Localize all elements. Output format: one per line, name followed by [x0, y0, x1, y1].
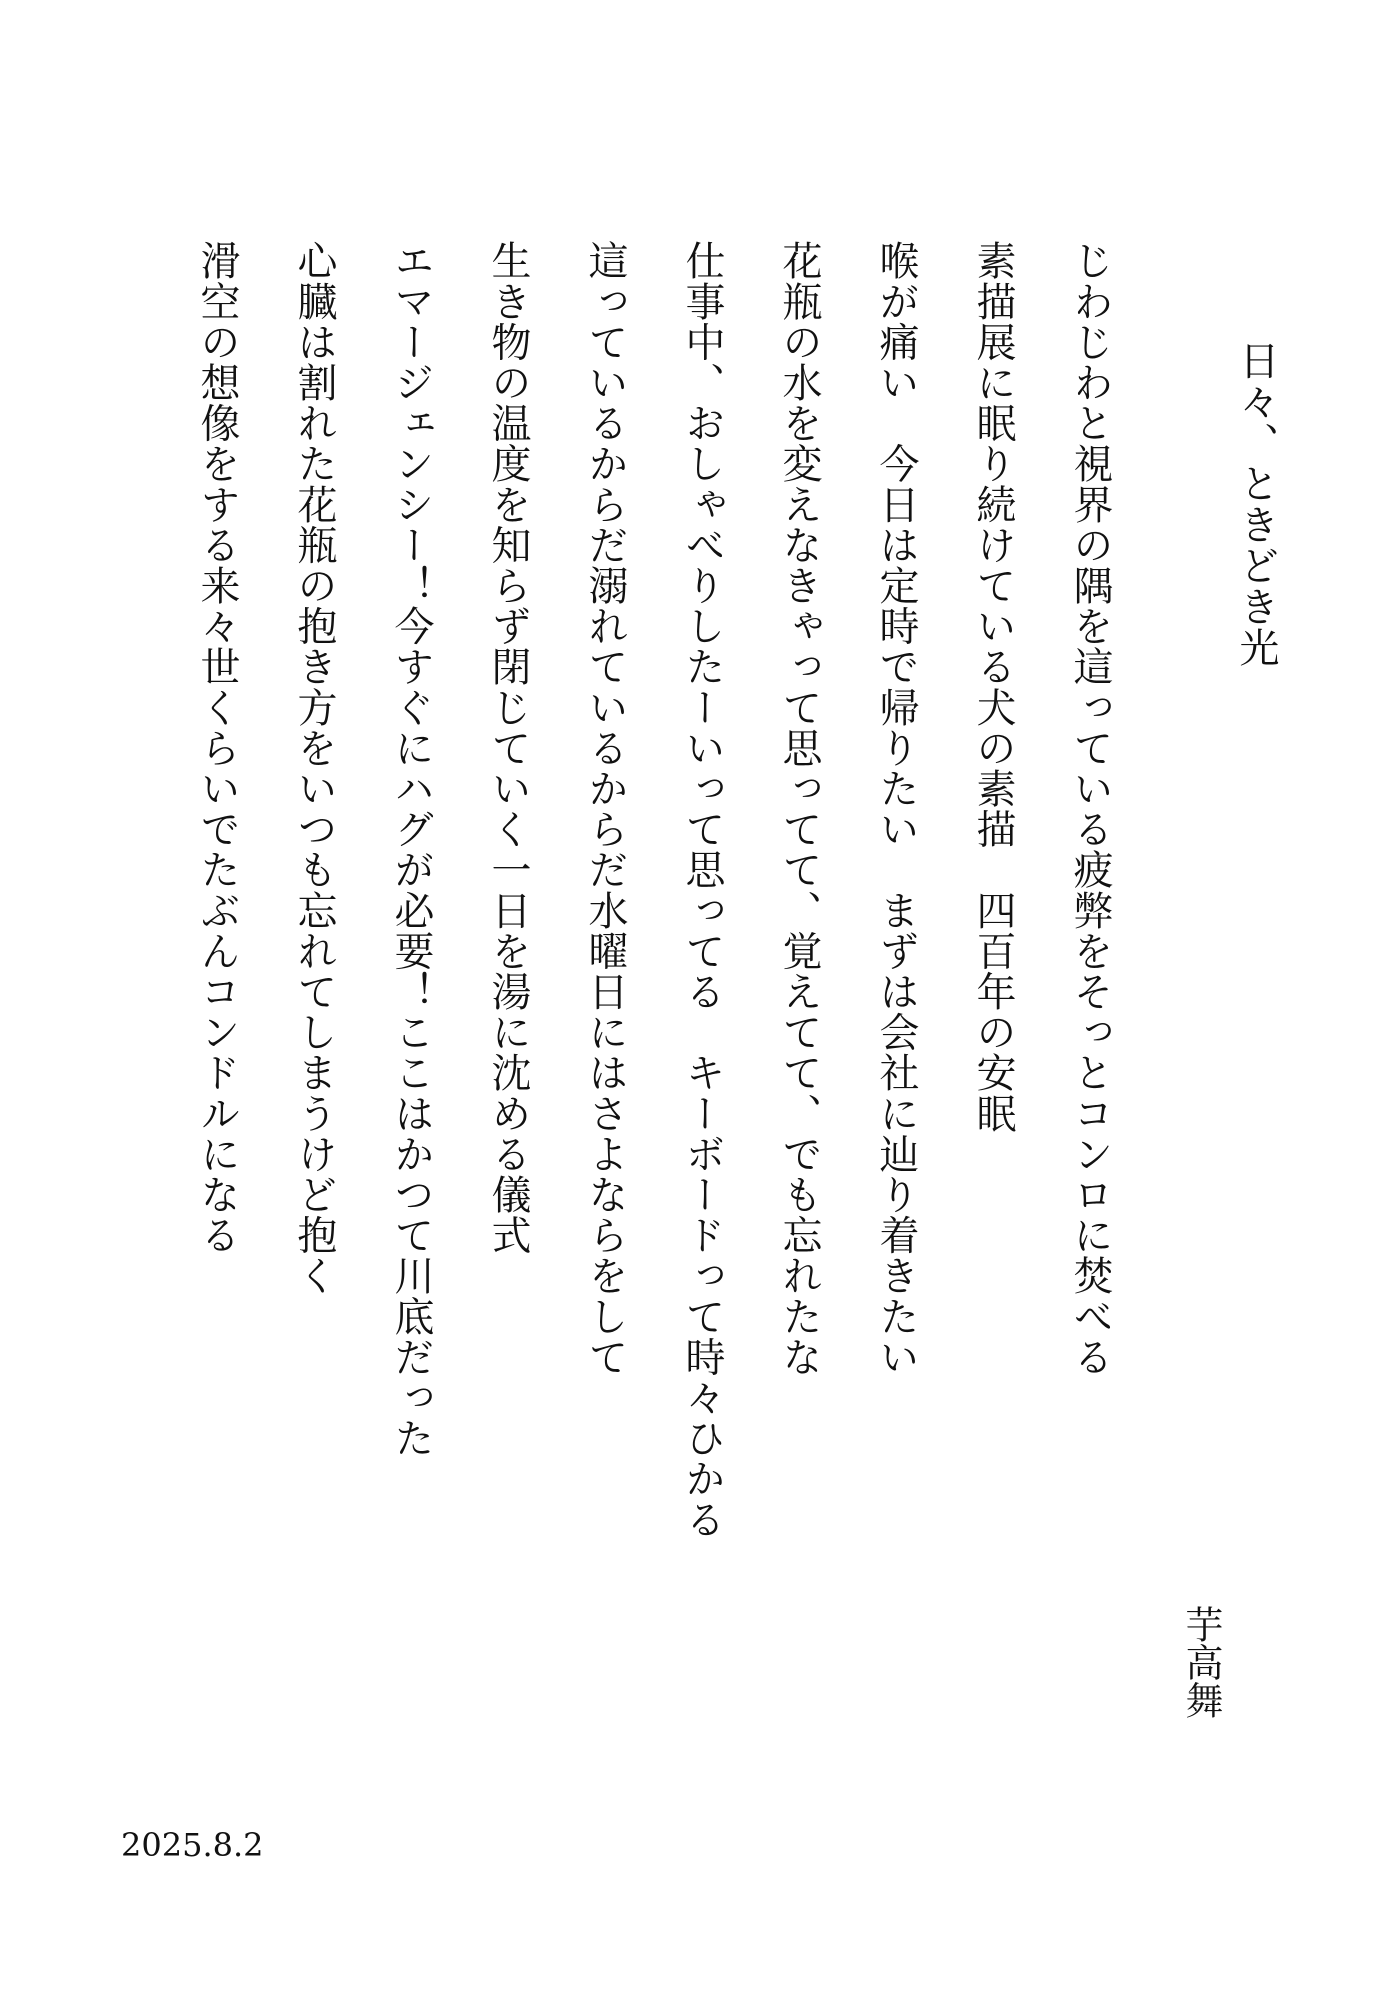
poem-line-6: 這っているからだ溺れているからだ水曜日にはさよならをして	[582, 240, 628, 1377]
poem-line-8: エマージェンシー！今すぐにハグが必要！ここはかつて川底だった	[388, 240, 434, 1458]
poem-line-10: 滑空の想像をする来々世くらいでたぶんコンドルになる	[194, 240, 240, 1255]
author-name: 芋高舞	[1179, 1605, 1223, 1719]
poem-line-5: 仕事中、おしゃべりしたーいって思ってる キーボードって時々ひかる	[679, 240, 725, 1540]
poem-line-1: じわじわと視界の隅を這っている疲弊をそっとコンロに焚べる	[1067, 240, 1113, 1377]
poem-body	[140, 240, 1113, 1740]
poem-line-9: 心臓は割れた花瓶の抱き方をいつも忘れてしまうけど抱く	[291, 240, 337, 1296]
poem-line-7: 生き物の温度を知らず閉じていく一日を湯に沈める儀式	[485, 240, 531, 1255]
date-stamp: 2025.8.2	[121, 1826, 264, 1864]
poem-title: 日々、ときどき光	[1233, 340, 1279, 668]
poem-line-2: 素描展に眠り続けている犬の素描 四百年の安眠	[970, 240, 1016, 1134]
poem-line-4: 花瓶の水を変えなきゃって思ってて、覚えてて、でも忘れたな	[776, 240, 822, 1377]
poem-line-3: 喉が痛い 今日は定時で帰りたい まずは会社に辿り着きたい	[873, 240, 919, 1377]
